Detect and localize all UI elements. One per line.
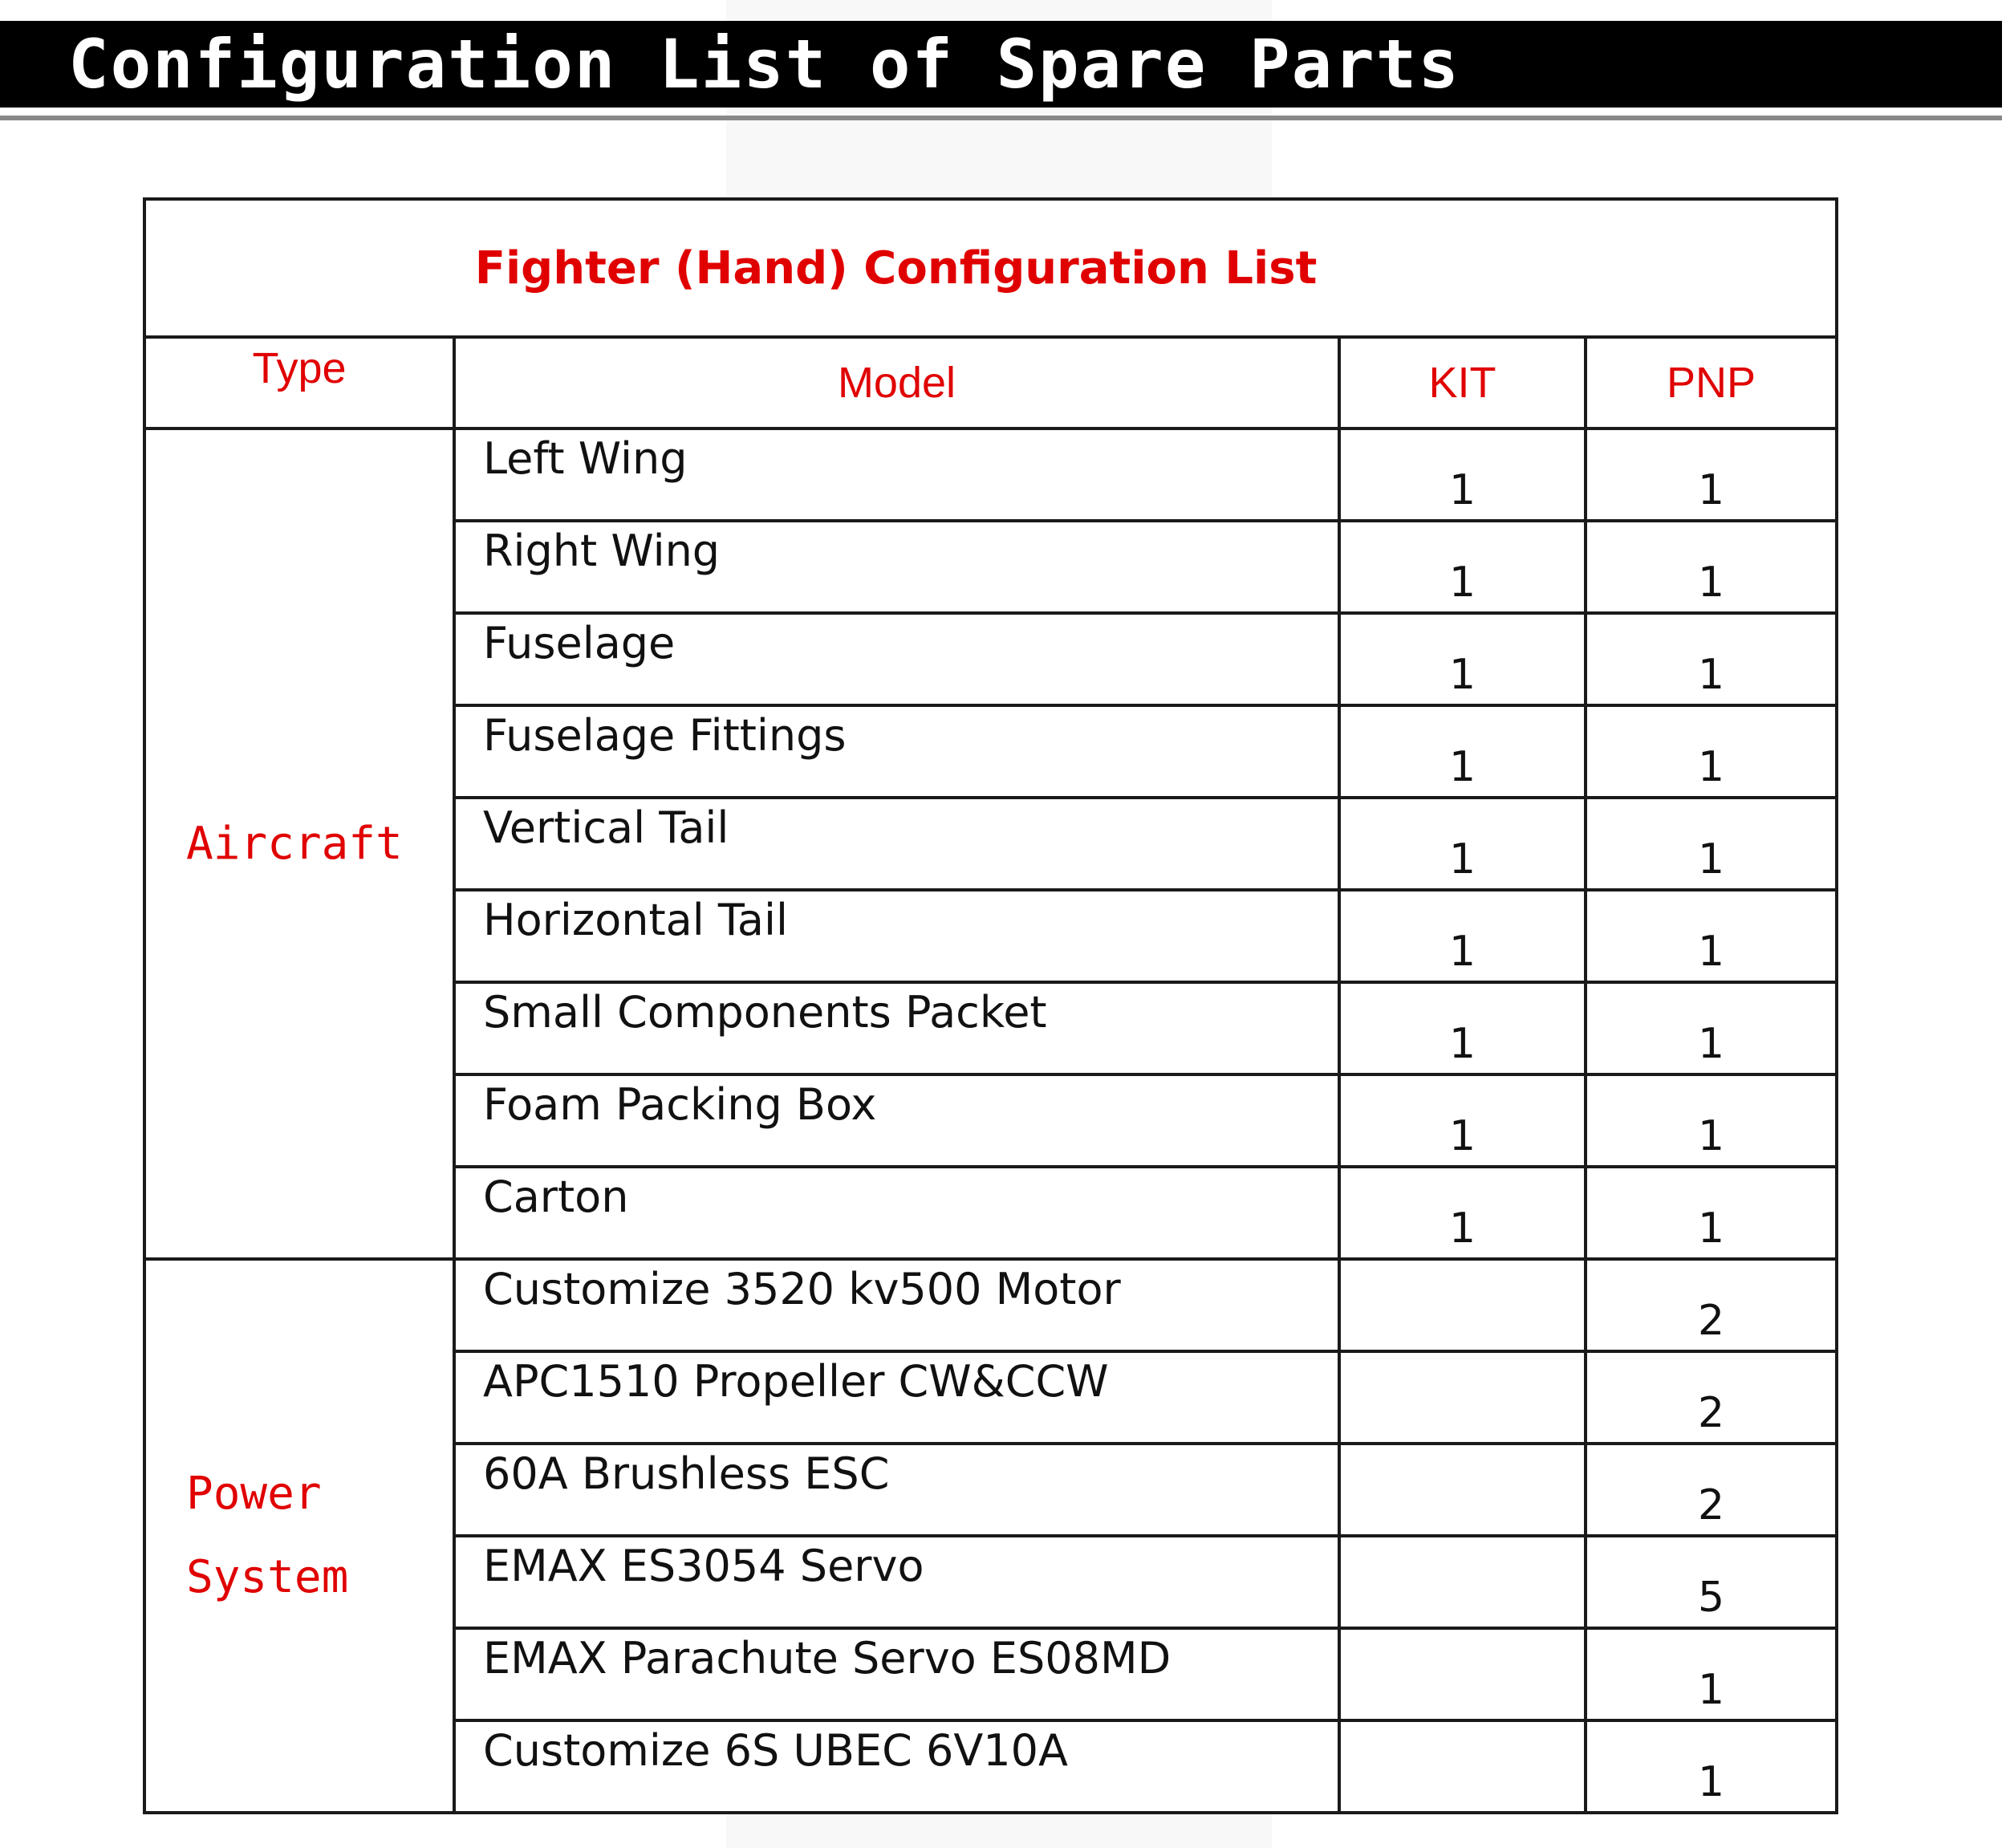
model-cell: Fuselage	[454, 613, 1339, 705]
model-cell: Fuselage Fittings	[454, 705, 1339, 798]
kit-cell: 1	[1339, 982, 1586, 1074]
model-cell: Right Wing	[454, 521, 1339, 613]
column-header-type: Type	[144, 337, 454, 428]
type-cell	[144, 1259, 454, 1813]
pnp-cell: 2	[1586, 1444, 1837, 1536]
type-label: Power	[186, 1468, 322, 1520]
pnp-cell: 1	[1586, 890, 1837, 982]
pnp-cell: 5	[1586, 1536, 1837, 1628]
page-title: Configuration List of Spare Parts	[68, 25, 1460, 104]
pnp-cell: 1	[1586, 521, 1837, 613]
kit-cell: 1	[1339, 613, 1586, 705]
type-label: System	[186, 1551, 349, 1603]
kit-cell	[1339, 1444, 1586, 1536]
pnp-cell: 1	[1586, 1720, 1837, 1813]
model-cell: APC1510 Propeller CW&CCW	[454, 1351, 1339, 1444]
model-cell: Customize 3520 kv500 Motor	[454, 1259, 1339, 1351]
kit-cell	[1339, 1628, 1586, 1720]
kit-cell: 1	[1339, 705, 1586, 798]
caption-row	[144, 199, 1837, 337]
column-header-kit: KIT	[1339, 337, 1586, 428]
kit-cell: 1	[1339, 1074, 1586, 1167]
model-cell: Foam Packing Box	[454, 1074, 1339, 1167]
pnp-cell: 1	[1586, 1074, 1837, 1167]
type-label: Aircraft	[186, 817, 403, 870]
kit-cell: 1	[1339, 798, 1586, 890]
header-row	[144, 337, 1837, 428]
title-banner	[0, 21, 2002, 108]
pnp-cell: 1	[1586, 705, 1837, 798]
pnp-cell: 1	[1586, 428, 1837, 521]
column-header-model: Model	[454, 337, 1339, 428]
pnp-cell: 1	[1586, 1628, 1837, 1720]
type-cell	[144, 428, 454, 1259]
table-row	[144, 428, 1837, 521]
kit-cell: 1	[1339, 1167, 1586, 1259]
kit-cell: 1	[1339, 890, 1586, 982]
kit-cell	[1339, 1351, 1586, 1444]
pnp-cell: 1	[1586, 982, 1837, 1074]
kit-cell	[1339, 1536, 1586, 1628]
kit-cell: 1	[1339, 521, 1586, 613]
pnp-cell: 2	[1586, 1351, 1837, 1444]
configuration-table	[143, 197, 1838, 1814]
pnp-cell: 1	[1586, 613, 1837, 705]
model-cell: Customize 6S UBEC 6V10A	[454, 1720, 1339, 1813]
kit-cell	[1339, 1259, 1586, 1351]
table-caption	[144, 199, 1837, 337]
pnp-cell: 2	[1586, 1259, 1837, 1351]
kit-cell: 1	[1339, 428, 1586, 521]
model-cell: Carton	[454, 1167, 1339, 1259]
table-row	[144, 1259, 1837, 1351]
pnp-cell: 1	[1586, 1167, 1837, 1259]
model-cell: EMAX ES3054 Servo	[454, 1536, 1339, 1628]
title-underline	[0, 116, 2002, 120]
model-cell: 60A Brushless ESC	[454, 1444, 1339, 1536]
kit-cell	[1339, 1720, 1586, 1813]
model-cell: Left Wing	[454, 428, 1339, 521]
model-cell: EMAX Parachute Servo ES08MD	[454, 1628, 1339, 1720]
column-header-pnp: PNP	[1586, 337, 1837, 428]
model-cell: Small Components Packet	[454, 982, 1339, 1074]
model-cell: Vertical Tail	[454, 798, 1339, 890]
model-cell: Horizontal Tail	[454, 890, 1339, 982]
pnp-cell: 1	[1586, 798, 1837, 890]
table-caption-text: Fighter (Hand) Configuration List	[474, 242, 1318, 294]
